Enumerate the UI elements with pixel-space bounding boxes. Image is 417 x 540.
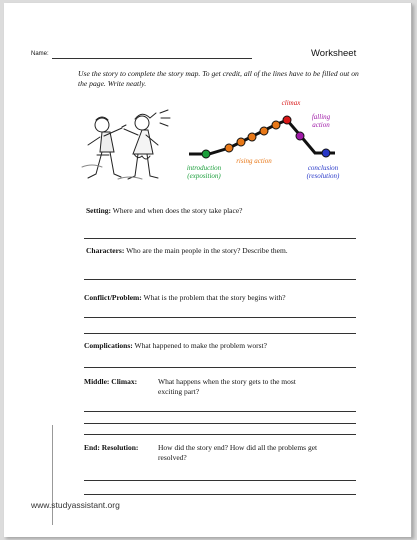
question-text: How did the story end? How did all the problems get: [158, 443, 318, 452]
falling-action-label: falling action: [311, 113, 331, 129]
question-text: Who are the main people in the story? Describe them.: [126, 246, 288, 255]
answer-line[interactable]: [84, 434, 356, 435]
question-label: Conflict/Problem:: [84, 293, 142, 302]
name-input-line[interactable]: [52, 58, 252, 59]
answer-line[interactable]: [84, 411, 356, 412]
question-climax: [158, 377, 388, 396]
question-label: Complications:: [84, 341, 133, 350]
arguing-children-illustration: [78, 107, 178, 189]
worksheet-title: Worksheet: [311, 48, 357, 59]
rising-action-dot-3: [248, 133, 256, 141]
question-complications: [84, 341, 388, 351]
question-resolution: [158, 443, 388, 462]
question-label: Middle: Climax:: [84, 377, 138, 386]
question-label: Setting:: [86, 206, 111, 215]
question-text-cont: resolved?: [158, 452, 187, 462]
falling-action-dot: [296, 132, 304, 140]
introduction-dot: [202, 150, 210, 158]
question-climax-label: [84, 377, 162, 387]
footer-website: www.studyassistant.org: [31, 500, 120, 510]
answer-line[interactable]: [84, 423, 356, 424]
introduction-label: introduction (exposition): [186, 164, 222, 180]
question-label: End: Resolution:: [84, 443, 139, 452]
rising-action-label: rising action: [236, 157, 272, 165]
answer-line[interactable]: [84, 367, 356, 368]
rising-action-dot-1: [225, 144, 233, 152]
name-label: Name:: [31, 51, 49, 57]
question-setting: [86, 206, 386, 216]
rising-action-dot-2: [237, 138, 245, 146]
answer-line[interactable]: [84, 279, 356, 280]
answer-line[interactable]: [84, 333, 356, 334]
question-conflict: [84, 293, 388, 303]
question-resolution-label: [84, 443, 162, 453]
rising-action-dot-4: [260, 127, 268, 135]
answer-line[interactable]: [84, 317, 356, 318]
answer-line[interactable]: [84, 480, 356, 481]
conclusion-label: conclusion (resolution): [306, 164, 340, 180]
instructions-text: Use the story to complete the story map. To get credit, all of the lines have to be filled out on the page. Write neatly.: [78, 69, 359, 88]
question-characters: [86, 246, 386, 256]
worksheet-page: [4, 3, 412, 537]
conclusion-dot: [322, 149, 330, 157]
answer-line[interactable]: [84, 494, 356, 495]
question-text-cont: exciting part?: [158, 386, 200, 396]
question-label: Characters:: [86, 246, 125, 255]
question-text: What happens when the story gets to the most: [158, 377, 296, 386]
question-text: What is the problem that the story begins with?: [143, 293, 286, 302]
rising-action-dot-5: [272, 121, 280, 129]
margin-line: [52, 425, 53, 525]
question-text: Where and when does the story take place?: [112, 206, 243, 215]
question-text: What happened to make the problem worst?: [134, 341, 267, 350]
answer-line[interactable]: [84, 238, 356, 239]
climax-dot: [283, 116, 291, 124]
climax-label: climax: [281, 99, 301, 107]
